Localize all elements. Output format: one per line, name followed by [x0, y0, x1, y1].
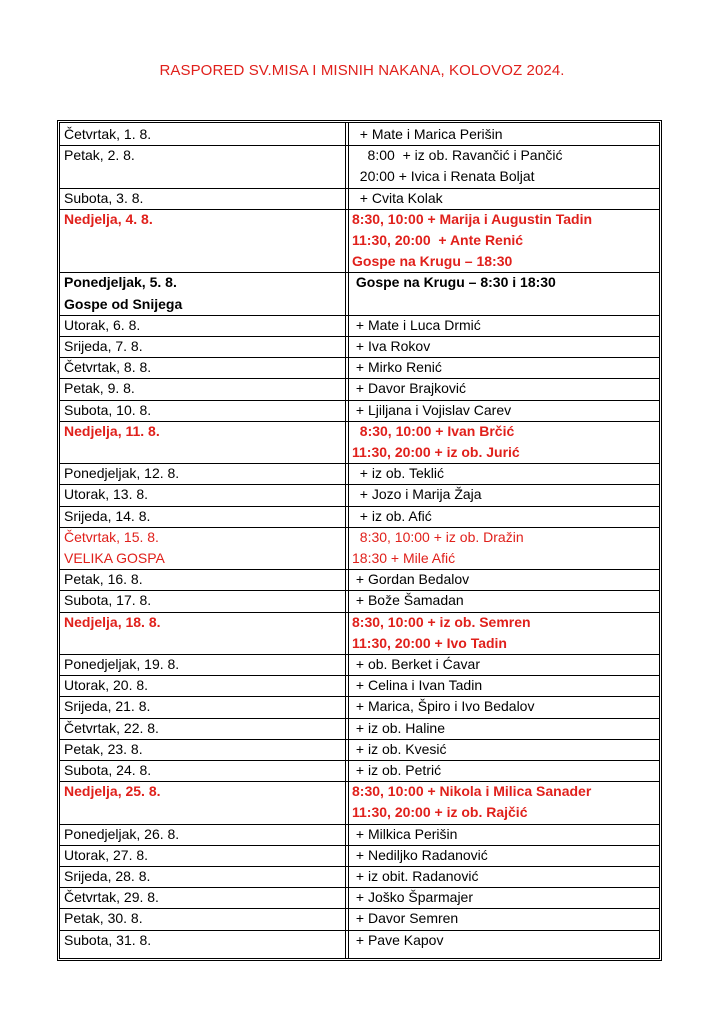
day-cell [64, 612, 342, 654]
day-cell [64, 400, 342, 421]
mass-intention: + Nediljko Radanović [352, 846, 488, 863]
schedule-grid [60, 123, 659, 958]
day-label: Subota, 10. 8. [64, 401, 152, 418]
intention-cell [352, 612, 655, 654]
day-label: Srijeda, 28. 8. [64, 868, 151, 884]
mass-intention: 8:30, 10:00 + Nikola i Milica Sanader [352, 783, 592, 800]
day-cell [64, 887, 342, 908]
day-label [64, 442, 342, 463]
mass-intention: + iz ob. Kvesić [352, 740, 447, 757]
day-label: Petak, 30. 8. [64, 910, 143, 927]
mass-intention: + Iva Rokov [352, 338, 431, 354]
intention-cell [352, 124, 655, 145]
day-cell [64, 272, 342, 314]
day-label: Subota, 24. 8. [64, 762, 152, 778]
intention-cell [352, 760, 655, 781]
mass-intention: + Mirko Renić [352, 359, 442, 376]
day-label: Srijeda, 21. 8. [64, 698, 151, 715]
schedule-row [60, 718, 659, 740]
day-label: Utorak, 6. 8. [64, 316, 141, 333]
schedule-row [60, 400, 659, 422]
intention-cell [352, 484, 655, 505]
day-cell [64, 930, 342, 951]
intention-cell [352, 315, 655, 336]
intention-cell [352, 696, 655, 717]
day-label [64, 802, 342, 823]
mass-intention [352, 294, 655, 315]
mass-intention: + iz ob. Petrić [352, 762, 442, 778]
day-label: Ponedjeljak, 5. 8. [64, 274, 177, 291]
schedule-row [60, 124, 659, 146]
mass-intention: + Milkica Perišin [352, 825, 458, 842]
mass-intention: + Marica, Špiro i Ivo Bedalov [352, 698, 535, 715]
day-label: Petak, 23. 8. [64, 740, 143, 757]
mass-intention: 8:30, 10:00 + Marija i Augustin Tadin [352, 210, 593, 227]
mass-intention: + Jozo i Marija Žaja [352, 486, 482, 503]
intention-cell [352, 421, 655, 463]
schedule-row [60, 315, 659, 337]
schedule-row [60, 506, 659, 528]
day-label: Petak, 16. 8. [64, 571, 143, 588]
day-label: Ponedjeljak, 19. 8. [64, 656, 180, 672]
schedule-row [60, 930, 659, 951]
intention-cell [352, 887, 655, 908]
day-label [64, 633, 342, 654]
schedule-row [60, 887, 659, 909]
day-label: Četvrtak, 8. 8. [64, 359, 152, 376]
schedule-row [60, 612, 659, 655]
mass-intention: + Joško Šparmajer [352, 889, 473, 906]
mass-intention: + Davor Brajković [352, 380, 466, 397]
schedule-row [60, 209, 659, 274]
day-cell [64, 696, 342, 717]
mass-intention: + Cvita Kolak [352, 189, 443, 206]
schedule-row [60, 866, 659, 888]
schedule-row [60, 272, 659, 315]
schedule-table [57, 120, 662, 961]
intention-cell [352, 739, 655, 760]
day-label: Utorak, 27. 8. [64, 846, 149, 863]
day-label: Srijeda, 7. 8. [64, 338, 143, 354]
schedule-row [60, 527, 659, 570]
mass-intention: + iz ob. Haline [352, 719, 445, 736]
day-label: Subota, 3. 8. [64, 189, 144, 206]
schedule-row [60, 357, 659, 379]
intention-cell [352, 654, 655, 675]
day-cell [64, 590, 342, 611]
schedule-row [60, 654, 659, 676]
intention-cell [352, 866, 655, 887]
mass-intention: + Mate i Marica Perišin [352, 126, 503, 142]
mass-intention: + Ljiljana i Vojislav Carev [352, 401, 512, 418]
schedule-row [60, 696, 659, 718]
schedule-row [60, 463, 659, 485]
day-label: Petak, 9. 8. [64, 380, 135, 397]
mass-intention: + iz ob. Teklić [352, 465, 444, 482]
mass-intention: 8:00 + iz ob. Ravančić i Pančić [352, 147, 563, 164]
day-cell [64, 654, 342, 675]
intention-cell [352, 145, 655, 187]
intention-cell [352, 590, 655, 611]
day-cell [64, 527, 342, 569]
intention-cell [352, 781, 655, 823]
mass-intention: + iz ob. Afić [352, 507, 432, 524]
mass-intention: 11:30, 20:00 + Ante Renić [352, 231, 524, 248]
day-cell [64, 463, 342, 484]
day-label: Četvrtak, 22. 8. [64, 719, 159, 736]
intention-cell [352, 378, 655, 399]
day-cell [64, 760, 342, 781]
intention-cell [352, 209, 655, 273]
intention-cell [352, 930, 655, 951]
schedule-row [60, 675, 659, 697]
intention-cell [352, 506, 655, 527]
day-cell [64, 188, 342, 209]
day-label: Četvrtak, 29. 8. [64, 889, 159, 906]
intention-cell [352, 357, 655, 378]
day-label: Nedjelja, 25. 8. [64, 783, 161, 800]
schedule-row [60, 569, 659, 591]
day-cell [64, 484, 342, 505]
day-cell [64, 209, 342, 273]
mass-intention: 11:30, 20:00 + iz ob. Jurić [352, 443, 520, 460]
day-cell [64, 124, 342, 145]
mass-intention: 11:30, 20:00 + iz ob. Rajčić [352, 804, 528, 821]
mass-intention: + Bože Šamadan [352, 592, 464, 609]
schedule-row [60, 739, 659, 761]
mass-intention: 8:30, 10:00 + Ivan Brčić [352, 422, 515, 439]
schedule-row [60, 188, 659, 210]
day-label: Petak, 2. 8. [64, 147, 135, 164]
mass-intention: Gospe na Krugu – 18:30 [352, 253, 513, 270]
mass-intention: 20:00 + Ivica i Renata Boljat [352, 168, 535, 185]
day-cell [64, 824, 342, 845]
day-cell [64, 718, 342, 739]
day-cell [64, 569, 342, 590]
intention-cell [352, 718, 655, 739]
page-title: RASPORED SV.MISA I MISNIH NAKANA, KOLOVOZ 2024. [159, 62, 565, 79]
day-cell [64, 145, 342, 187]
day-label: Utorak, 13. 8. [64, 486, 149, 503]
schedule-row [60, 378, 659, 400]
schedule-row [60, 908, 659, 930]
day-cell [64, 781, 342, 823]
intention-cell [352, 188, 655, 209]
intention-cell [352, 845, 655, 866]
mass-intention: Gospe na Krugu – 8:30 i 18:30 [352, 274, 556, 291]
mass-intention: + Pave Kapov [352, 931, 444, 948]
schedule-row [60, 760, 659, 782]
schedule-row [60, 145, 659, 188]
day-cell [64, 866, 342, 887]
day-label [64, 230, 342, 251]
intention-cell [352, 527, 655, 569]
day-label: Utorak, 20. 8. [64, 677, 149, 694]
day-cell [64, 357, 342, 378]
day-label: Nedjelja, 18. 8. [64, 613, 161, 630]
intention-cell [352, 400, 655, 421]
day-cell [64, 845, 342, 866]
mass-intention: + Mate i Luca Drmić [352, 316, 481, 333]
day-label: Srijeda, 14. 8. [64, 507, 151, 524]
mass-intention: + Gordan Bedalov [352, 571, 470, 588]
day-label: Subota, 31. 8. [64, 931, 152, 948]
day-cell [64, 908, 342, 929]
mass-intention: 11:30, 20:00 + Ivo Tadin [352, 634, 507, 651]
day-cell [64, 378, 342, 399]
day-label: Subota, 17. 8. [64, 592, 152, 609]
day-label: Četvrtak, 15. 8. [64, 528, 159, 545]
day-cell [64, 421, 342, 463]
schedule-row [60, 484, 659, 506]
mass-intention: + ob. Berket i Ćavar [352, 656, 481, 672]
intention-cell [352, 336, 655, 357]
intention-cell [352, 569, 655, 590]
day-cell [64, 336, 342, 357]
schedule-row [60, 845, 659, 867]
day-cell [64, 739, 342, 760]
intention-cell [352, 463, 655, 484]
mass-intention: 8:30, 10:00 + iz ob. Dražin [352, 528, 524, 545]
mass-intention: + iz obit. Radanović [352, 868, 479, 884]
day-cell [64, 315, 342, 336]
day-label: Gospe od Snijega [64, 295, 183, 312]
day-label: Nedjelja, 4. 8. [64, 210, 153, 227]
schedule-row [60, 824, 659, 846]
schedule-row [60, 336, 659, 358]
schedule-row [60, 781, 659, 824]
day-label: Ponedjeljak, 26. 8. [64, 825, 180, 842]
day-label: Četvrtak, 1. 8. [64, 126, 152, 142]
mass-intention: 8:30, 10:00 + iz ob. Semren [352, 613, 531, 630]
mass-intention: + Celina i Ivan Tadin [352, 677, 483, 694]
schedule-row [60, 421, 659, 464]
day-label: Ponedjeljak, 12. 8. [64, 465, 180, 482]
day-label [64, 166, 342, 187]
day-label [64, 251, 342, 272]
schedule-row [60, 590, 659, 612]
mass-intention: + Davor Semren [352, 910, 459, 927]
intention-cell [352, 908, 655, 929]
intention-cell [352, 824, 655, 845]
day-cell [64, 506, 342, 527]
intention-cell [352, 272, 655, 314]
mass-intention: 18:30 + Mile Afić [352, 549, 456, 566]
intention-cell [352, 675, 655, 696]
day-cell [64, 675, 342, 696]
day-label: Nedjelja, 11. 8. [64, 422, 160, 439]
day-label: VELIKA GOSPA [64, 549, 165, 566]
